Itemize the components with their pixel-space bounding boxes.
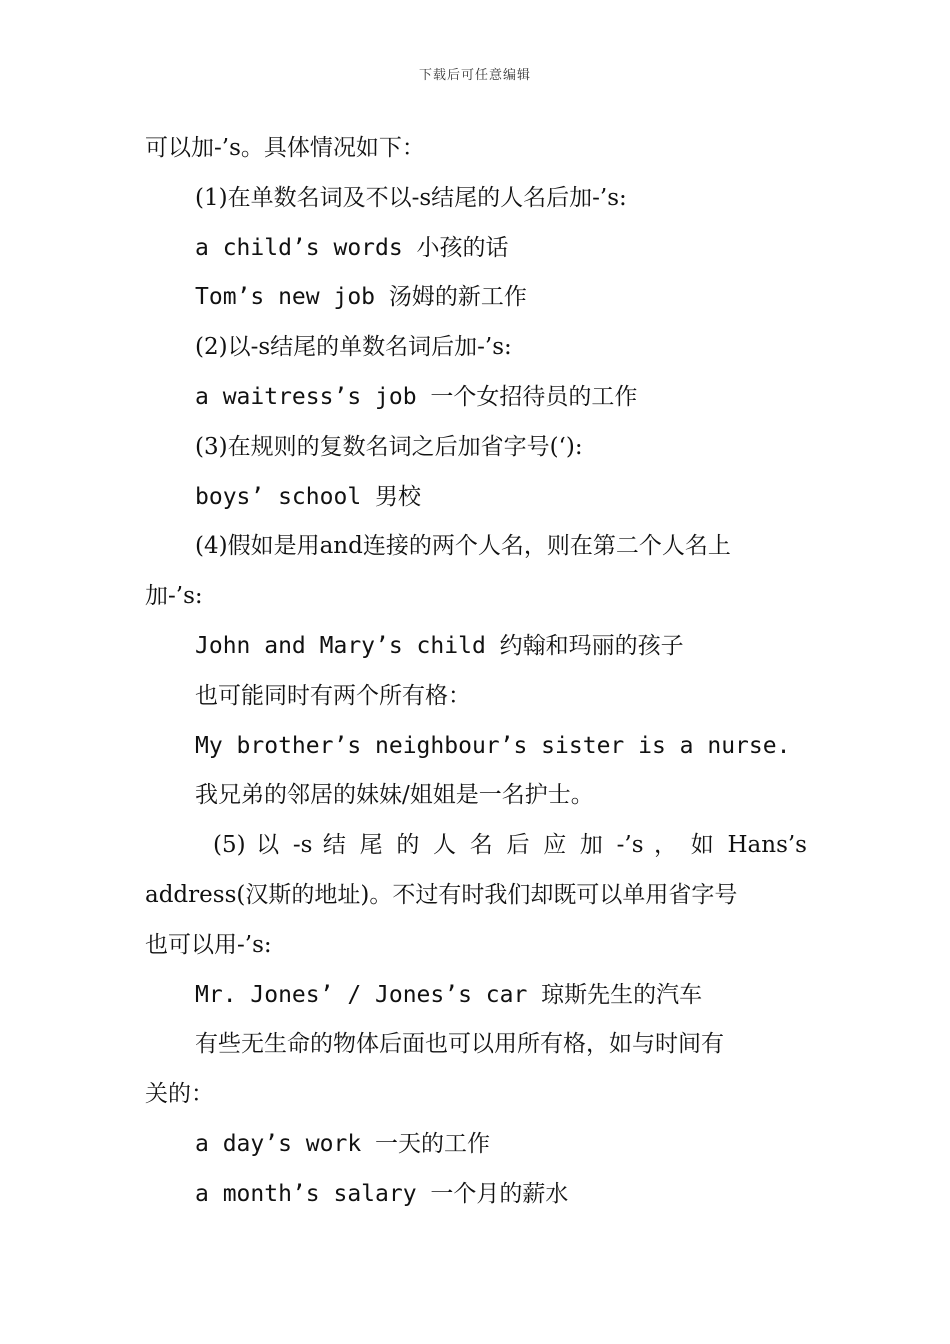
text-line: 我兄弟的邻居的妹妹/姐姐是一名护士。 bbox=[195, 782, 594, 809]
page-header: 下载后可任意编辑 bbox=[418, 68, 531, 83]
text-line: 有些无生命的物体后面也可以用所有格，如与时间有 bbox=[195, 1031, 724, 1058]
text-line: address(汉斯的地址)。不过有时我们却既可以单用省字号 bbox=[145, 881, 738, 908]
example-line: John and Mary’s child 约翰和玛丽的孩子 bbox=[195, 632, 684, 659]
text-line: (4)假如是用and连接的两个人名，则在第二个人名上 bbox=[195, 533, 731, 560]
text-line: (5) 以 -s 结 尾 的 人 名 后 应 加 -’s ， 如 Hans’s bbox=[213, 832, 807, 859]
text-line: 也可以用-’s: bbox=[145, 931, 272, 958]
text-line: 关的： bbox=[145, 1081, 214, 1108]
text-line: 也可能同时有两个所有格： bbox=[195, 682, 471, 709]
example-line: Mr. Jones’ / Jones’s car 琼斯先生的汽车 bbox=[195, 981, 703, 1008]
example-line: a child’s words 小孩的话 bbox=[195, 234, 509, 261]
document-body bbox=[145, 124, 807, 1220]
text-line: (1)在单数名词及不以-s结尾的人名后加-’s: bbox=[195, 184, 627, 211]
example-line: a day’s work 一天的工作 bbox=[195, 1130, 491, 1157]
text-line: (2)以-s结尾的单数名词后加-’s: bbox=[195, 334, 512, 361]
example-line: boys’ school 男校 bbox=[195, 483, 422, 510]
example-line: a month’s salary 一个月的薪水 bbox=[195, 1180, 569, 1207]
example-line: a waitress’s job 一个女招待员的工作 bbox=[195, 383, 638, 410]
example-line: Tom’s new job 汤姆的新工作 bbox=[195, 284, 527, 311]
text-line: 加-’s: bbox=[145, 583, 203, 610]
example-line: My brother’s neighbour’s sister is a nurse. bbox=[195, 732, 791, 759]
text-line: (3)在规则的复数名词之后加省字号(‘): bbox=[195, 433, 583, 460]
text-line: 可以加-’s。具体情况如下： bbox=[145, 135, 425, 161]
